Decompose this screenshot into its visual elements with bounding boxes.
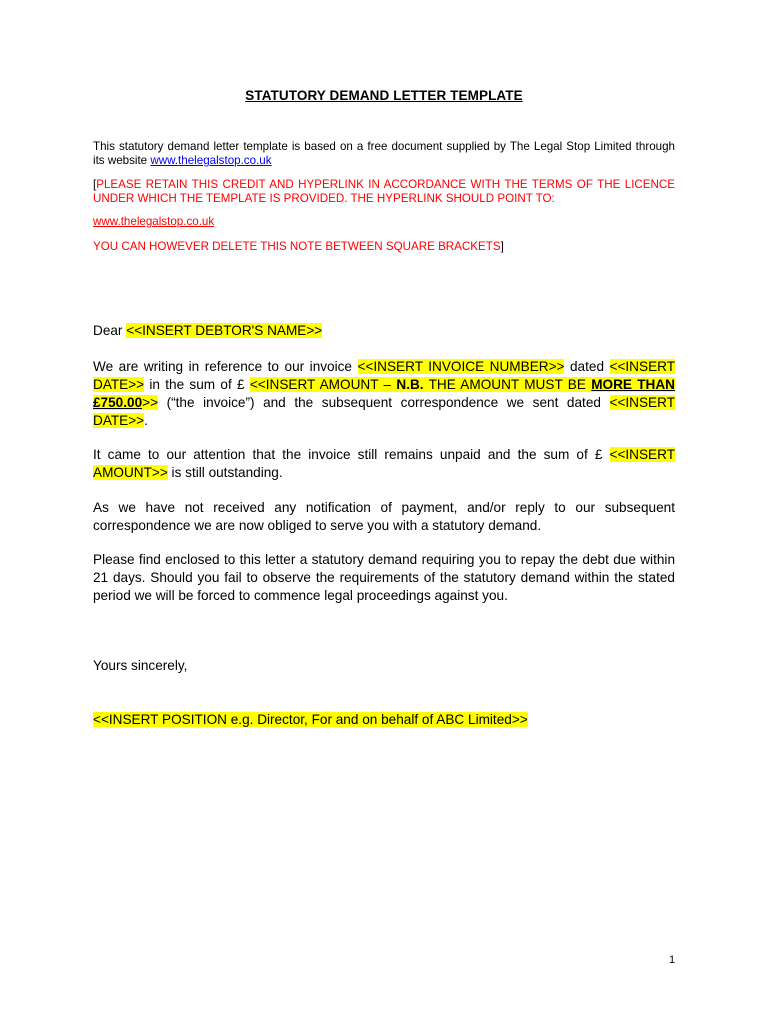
document-title: STATUTORY DEMAND LETTER TEMPLATE xyxy=(245,88,523,103)
delete-note-text: YOU CAN HOWEVER DELETE THIS NOTE BETWEEN SQUARE BRACKETS xyxy=(93,240,501,253)
p1-text-4: (“the invoice”) and the subsequent correspondence we sent dated xyxy=(158,395,610,410)
salutation xyxy=(93,322,675,340)
salutation-prefix: Dear xyxy=(93,323,127,338)
licence-note xyxy=(93,178,675,206)
more-than-amount: MORE THAN £750.00 xyxy=(93,377,675,410)
closing: Yours sincerely, xyxy=(93,658,188,673)
page-number: 1 xyxy=(669,954,676,966)
invoice-date-placeholder: <<INSERT DATE>> xyxy=(93,359,676,392)
amount-placeholder-c: >> xyxy=(142,395,159,410)
nb-label: N.B. xyxy=(396,377,424,392)
position-placeholder: <<INSERT POSITION e.g. Director, For and on behalf of ABC Limited>> xyxy=(93,712,528,727)
paragraph-invoice xyxy=(93,358,675,430)
p1-text-1: We are writing in reference to our invoice xyxy=(93,359,358,374)
close-bracket: ] xyxy=(500,240,504,253)
correspondence-date-placeholder: <<INSERT DATE>> xyxy=(93,395,675,428)
paragraph-notification: As we have not received any notification of payment, and/or reply to our subsequent correspondence we are now obliged to serve you with a statutory demand. xyxy=(93,500,675,533)
p1-text-2: dated xyxy=(564,359,610,374)
paragraph-enclosed: Please find enclosed to this letter a statutory demand requiring you to repay the debt due within 21 days. Should you fail to observe the requirements of the statutory demand within the stated period we will be forced to commence legal proceedings against you. xyxy=(93,552,675,603)
licence-note-text: PLEASE RETAIN THIS CREDIT AND HYPERLINK IN ACCORDANCE WITH THE TERMS OF THE LICENCE UNDER WHICH THE TEMPLATE IS PROVIDED. THE HYPERLINK SHOULD POINT TO: xyxy=(93,178,675,205)
credit-paragraph xyxy=(93,140,675,168)
amount-placeholder-a: <<INSERT AMOUNT – xyxy=(249,377,397,392)
amount-placeholder-b: THE AMOUNT MUST BE xyxy=(423,377,592,392)
p2-text-2: is still outstanding. xyxy=(167,465,283,480)
p2-text-1: It came to our attention that the invoice still remains unpaid and the sum of £ xyxy=(93,447,610,462)
signature-line xyxy=(93,711,675,729)
p1-text-5: . xyxy=(144,413,148,428)
outstanding-amount-placeholder: <<INSERT AMOUNT>> xyxy=(93,447,675,480)
licence-link[interactable]: www.thelegalstop.co.uk xyxy=(93,215,215,228)
p1-text-3: in the sum of £ xyxy=(144,377,250,392)
credit-link[interactable]: www.thelegalstop.co.uk xyxy=(150,154,272,167)
paragraph-unpaid xyxy=(93,446,675,482)
credit-text: This statutory demand letter template is based on a free document supplied by The Legal Stop Limited through its website xyxy=(93,140,675,167)
delete-note-line xyxy=(93,240,675,254)
invoice-number-placeholder: <<INSERT INVOICE NUMBER>> xyxy=(357,359,565,374)
open-bracket: [ xyxy=(93,178,97,191)
debtor-name-placeholder: <<INSERT DEBTOR'S NAME>> xyxy=(126,323,323,338)
licence-link-line xyxy=(93,215,675,229)
